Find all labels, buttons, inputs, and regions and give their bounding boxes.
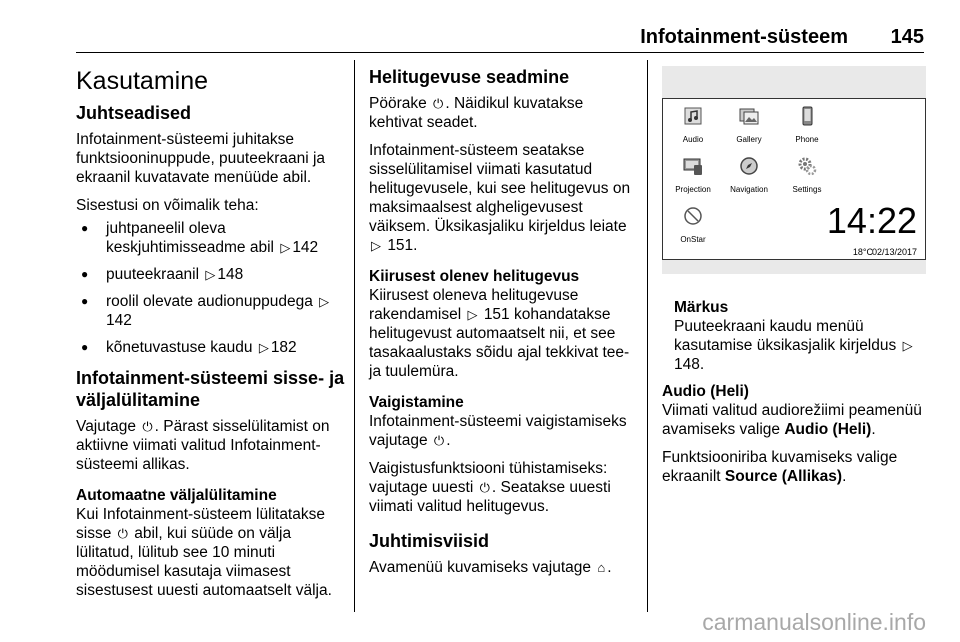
page-ref[interactable]: 148. bbox=[674, 356, 705, 373]
speed-paragraph: Kiirusest oleneva helitugevuse rakendamisel ▷ 151 kohandatakse helitugevust automaatselt nii, et see tasakaalustaks sõidu ajal tekkivat tee- ja tuulemüra. bbox=[369, 287, 630, 380]
app-audio[interactable]: Audio bbox=[665, 105, 721, 149]
temperature-display: 18°C bbox=[852, 247, 873, 257]
phone-icon bbox=[796, 105, 818, 127]
list-item: ● roolil olevate audionuppudega ▷142 bbox=[76, 292, 346, 330]
app-phone[interactable]: Phone bbox=[779, 105, 835, 149]
column-2 bbox=[369, 58, 637, 586]
input-intro: Sisestusi on võimalik teha: bbox=[76, 197, 259, 214]
page-reference-arrow-icon: ▷ bbox=[319, 294, 330, 309]
page-reference-arrow-icon: ▷ bbox=[902, 338, 913, 353]
compass-icon bbox=[738, 155, 760, 177]
projection-icon bbox=[682, 155, 704, 177]
page-reference-arrow-icon: ▷ bbox=[205, 267, 216, 282]
home-icon: ⌂ bbox=[597, 560, 606, 575]
autooff-paragraph: Kui Infotainment-süsteem lülitatakse sisse ⏻ abil, kui süüde on välja lülitatud, lülitub see 10 minuti möödumisel kasutaja viimasest sisestusest uuesti automaatselt välja. bbox=[76, 506, 332, 599]
onstar-icon bbox=[682, 205, 704, 227]
header-rule bbox=[76, 52, 924, 53]
volume-paragraph-2: Infotainment-süsteem seatakse sisselülitamisel viimati kasutatud helitugevusele, kui see helitugevus on maksimaalsest algheligevusest väiksem. Üksikasjaliku kirjeldus leiate ▷ 151. bbox=[369, 142, 631, 254]
page-header-title: Infotainment-süsteem bbox=[640, 26, 848, 48]
power-knob-icon: ⏻ bbox=[479, 480, 490, 495]
music-note-icon bbox=[682, 105, 704, 127]
list-item: ● juhtpaneelil oleva keskjuhtimisseadme abil ▷ 142 bbox=[76, 219, 346, 257]
note-text: Puuteekraani kaudu menüü kasutamise üksikasjalik kirjeldus ▷ 148. bbox=[674, 318, 913, 373]
onoff-paragraph: Vajutage ⏻ . Pärast sisselülitamist on aktiivne viimati valitud Infotainment-süsteemi allikas. bbox=[76, 418, 330, 473]
page-ref[interactable]: 142 bbox=[106, 312, 132, 329]
audio-paragraph-2: Funktsiooniriba kuvamiseks valige ekraanilt Source (Allikas). bbox=[662, 449, 898, 485]
page-ref[interactable]: 182 bbox=[270, 339, 297, 356]
mute-heading: Vaigistamine bbox=[369, 394, 464, 411]
gallery-icon bbox=[738, 105, 760, 127]
power-knob-icon: ⏻ bbox=[433, 433, 445, 448]
volume-paragraph-1: Pöörake ⏻ . Näidikul kuvatakse kehtivat seadet. bbox=[369, 95, 584, 131]
infotainment-screen bbox=[662, 98, 926, 260]
audio-heading: Audio (Heli) bbox=[662, 383, 749, 400]
page-ref[interactable]: 142 bbox=[292, 239, 319, 256]
mute-paragraph-2: Vaigistusfunktsiooni tühistamiseks: vajutage uuesti ⏻ . Seatakse uuesti viimati valitud helitugevus. bbox=[369, 460, 611, 515]
app-gallery[interactable]: Gallery bbox=[721, 105, 777, 149]
app-projection[interactable]: Projection bbox=[665, 155, 721, 199]
gear-icon bbox=[796, 155, 818, 177]
page-number: 145 bbox=[890, 26, 924, 48]
page-reference-arrow-icon: ▷ bbox=[467, 307, 478, 322]
audio-paragraph-1: Viimati valitud audiorežiimi peamenüü avamiseks valige Audio (Heli). bbox=[662, 402, 922, 438]
page-ref[interactable]: 151 bbox=[483, 306, 510, 323]
page-reference-arrow-icon: ▷ bbox=[258, 340, 269, 355]
list-item: ● puuteekraanil ▷ 148 bbox=[76, 265, 346, 284]
autooff-heading: Automaatne väljalülitamine bbox=[76, 487, 277, 504]
input-list bbox=[76, 219, 346, 357]
column-divider-2 bbox=[647, 60, 648, 612]
app-settings[interactable]: Settings bbox=[779, 155, 835, 199]
controls-heading: Juhtseadised bbox=[76, 103, 192, 123]
controls-paragraph: Infotainment-süsteemi juhitakse funktsiooninuppude, puuteekraani ja ekraanil kuvatavate menüüde abil. bbox=[76, 131, 326, 186]
onoff-heading: Infotainment-süsteemi sisse- ja väljalülitamine bbox=[76, 368, 345, 410]
column-3 bbox=[662, 58, 926, 495]
modes-paragraph: Avamenüü kuvamiseks vajutage ⌂ . bbox=[369, 559, 612, 576]
power-knob-icon: ⏻ bbox=[142, 419, 153, 434]
watermark: carmanualsonline.info bbox=[702, 609, 926, 635]
mute-paragraph-1: Infotainment-süsteemi vaigistamiseks vajutage ⏻ . bbox=[369, 413, 627, 449]
page-reference-arrow-icon: ▷ bbox=[280, 240, 291, 255]
page-reference-arrow-icon: ▷ bbox=[371, 238, 381, 253]
home-screen-illustration bbox=[662, 66, 926, 274]
date-display: 02/13/2017 bbox=[871, 247, 917, 257]
list-item: ● kõnetuvastuse kaudu ▷ 182 bbox=[76, 338, 346, 357]
speed-heading: Kiirusest olenev helitugevus bbox=[369, 268, 580, 285]
volume-heading: Helitugevuse seadmine bbox=[369, 67, 570, 87]
section-title: Kasutamine bbox=[76, 67, 209, 95]
power-knob-icon: ⏻ bbox=[117, 526, 128, 541]
power-knob-icon: ⏻ bbox=[433, 96, 444, 111]
column-divider-1 bbox=[354, 60, 355, 612]
clock-display: 14:22 bbox=[826, 200, 917, 241]
app-onstar[interactable]: OnStar bbox=[665, 205, 721, 249]
modes-heading: Juhtimisviisid bbox=[369, 531, 490, 551]
column-1 bbox=[76, 58, 346, 609]
note-title: Märkus bbox=[674, 299, 729, 316]
note-box bbox=[674, 298, 926, 374]
page-ref[interactable]: 148 bbox=[217, 266, 244, 283]
app-navigation[interactable]: Navigation bbox=[721, 155, 777, 199]
page-ref[interactable]: 151. bbox=[387, 237, 418, 254]
